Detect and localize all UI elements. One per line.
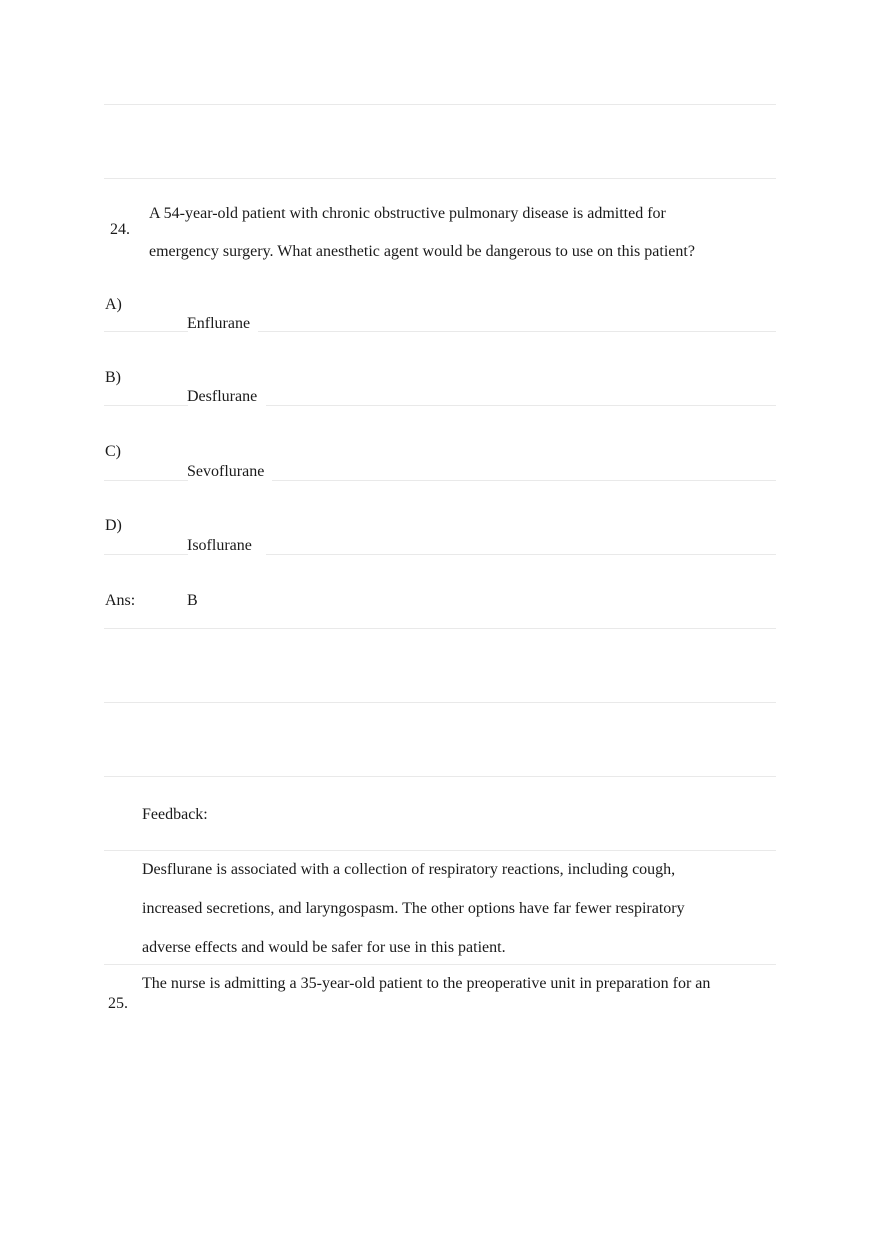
feedback-line: adverse effects and would be safer for use in this patient. [142,939,506,956]
separator-rule [104,628,776,629]
option-underline [104,405,188,406]
separator-rule [104,702,776,703]
option-text: Sevoflurane [187,463,265,480]
question-number: 24. [110,221,130,238]
question-stem-line: emergency surgery. What anesthetic agent would be dangerous to use on this patient? [149,243,695,260]
option-underline [266,554,776,555]
answer-label: Ans: [105,592,136,609]
option-text: Desflurane [187,388,258,405]
option-underline [104,331,188,332]
separator-rule [104,178,776,179]
question-stem-line: A 54-year-old patient with chronic obstructive pulmonary disease is admitted for [149,205,666,222]
feedback-line: Desflurane is associated with a collection of respiratory reactions, including cough, [142,861,676,878]
feedback-line: increased secretions, and laryngospasm. The other options have far fewer respiratory [142,900,685,917]
option-underline [266,405,776,406]
option-letter: C) [105,443,121,460]
separator-rule [104,104,776,105]
option-letter: D) [105,517,122,534]
answer-value: B [187,592,198,609]
separator-rule [104,850,776,851]
option-underline [104,554,188,555]
option-underline [258,331,776,332]
question-number: 25. [108,995,128,1012]
option-text: Enflurane [187,315,251,332]
option-letter: A) [105,296,122,313]
question-stem-line: The nurse is admitting a 35-year-old patient to the preoperative unit in preparation for an [142,975,711,992]
option-letter: B) [105,369,121,386]
option-text: Isoflurane [187,537,252,554]
option-underline [104,480,188,481]
feedback-label: Feedback: [142,806,208,823]
separator-rule [104,964,776,965]
separator-rule [104,776,776,777]
option-underline [272,480,776,481]
